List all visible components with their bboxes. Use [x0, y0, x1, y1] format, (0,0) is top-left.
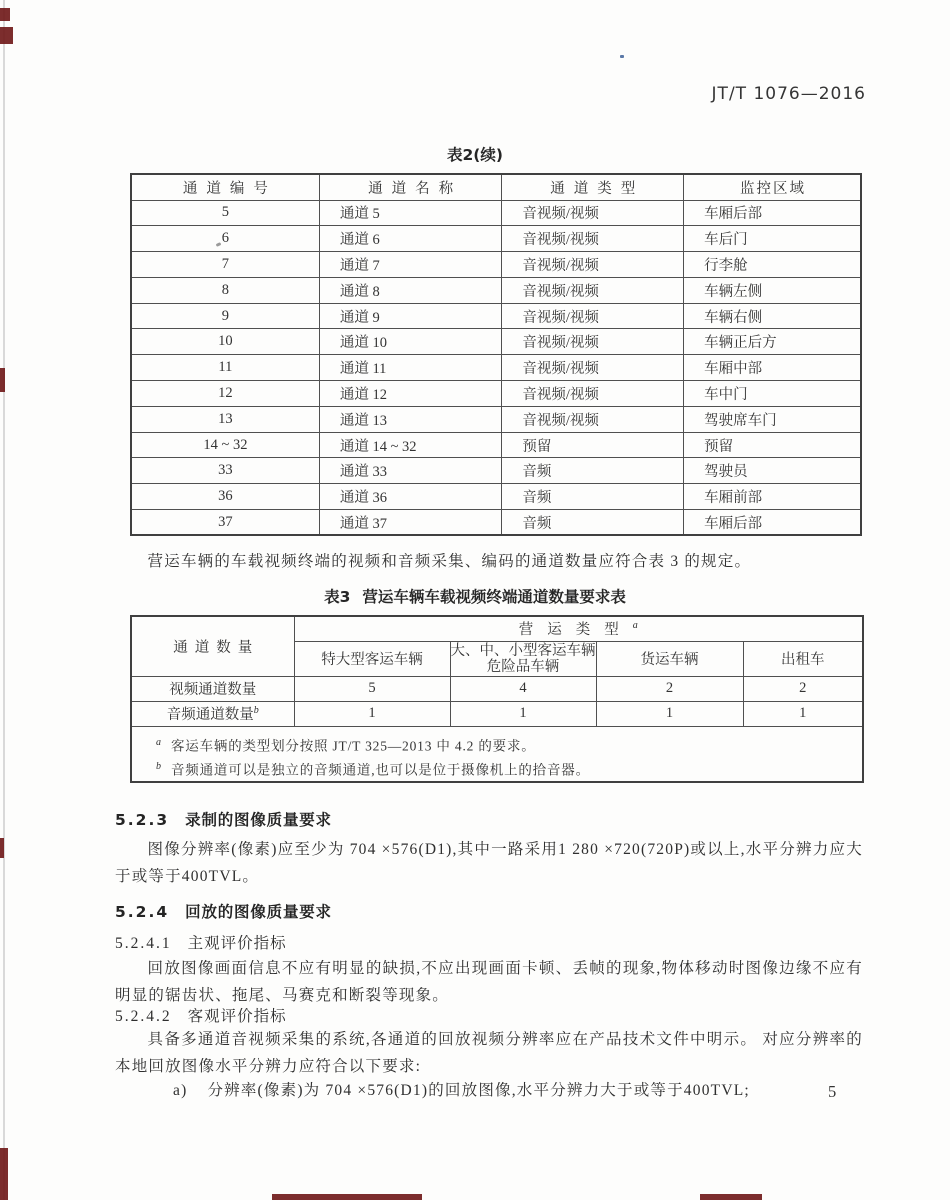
cell: 音视频/视频 [502, 303, 684, 329]
cell: 通道 10 [319, 329, 502, 355]
table-row [131, 458, 861, 484]
cell: 通道 37 [319, 510, 502, 536]
cell: 车厢前部 [684, 484, 861, 510]
group-header-operation-type: 营运类型$^a$ [294, 616, 863, 641]
cell: 9 [131, 303, 319, 329]
table3-caption-text: 营运车辆车载视频终端通道数量要求表 [362, 588, 626, 606]
standard-number: JT/T 1076—2016 [711, 84, 866, 104]
scan-artifact-left-mid-2 [0, 838, 4, 858]
scan-artifact-bottom-left [0, 1148, 8, 1200]
list-item-a-text: 分辨率(像素)为 704 ×576(D1)的回放图像,水平分辨力大于或等于400TVL; [207, 1082, 750, 1099]
cell: 音频 [502, 458, 684, 484]
scan-speck [620, 55, 624, 58]
cell: 行李舱 [684, 252, 861, 278]
footnote-marker-b: b [253, 705, 259, 717]
cell: 音频 [502, 510, 684, 536]
cell: 车辆正后方 [684, 329, 861, 355]
cell: 车辆左侧 [684, 277, 861, 303]
cell: 11 [131, 355, 319, 381]
cell: 通道 9 [319, 303, 502, 329]
list-item-a-marker: a) [173, 1082, 188, 1099]
table2-header-row [131, 174, 861, 200]
table-row [131, 303, 861, 329]
cell: 通道 33 [319, 458, 502, 484]
table-row [131, 226, 861, 252]
cell: 音视频/视频 [502, 277, 684, 303]
table-row [131, 329, 861, 355]
section-heading-5-2-3: 5.2.3 录制的图像质量要求 [115, 811, 332, 829]
cell: 通道 8 [319, 277, 502, 303]
table-row [131, 355, 861, 381]
cell: 音视频/视频 [502, 226, 684, 252]
cell: 8 [131, 277, 319, 303]
table-row [131, 484, 861, 510]
section-heading-5-2-4: 5.2.4 回放的图像质量要求 [115, 903, 332, 921]
cell: 预留 [502, 432, 684, 458]
cell: 通道 7 [319, 252, 502, 278]
cell: 1 [596, 701, 743, 726]
cell: 通道 12 [319, 381, 502, 407]
scan-artifact-left-mid-1 [0, 368, 5, 392]
cell: 驾驶席车门 [684, 406, 861, 432]
cell: 驾驶员 [684, 458, 861, 484]
footnote-a: $^a$ 客运车辆的类型划分按照 JT/T 325—2013 中 4.2 的要求。 [156, 736, 536, 753]
cell: 6 [131, 226, 319, 252]
cell: 7 [131, 252, 319, 278]
cell: 车厢后部 [684, 510, 861, 536]
cell: 4 [450, 676, 596, 701]
cell: 1 [450, 701, 596, 726]
column-header-freight: 货运车辆 [596, 641, 743, 676]
cell: 车中门 [684, 381, 861, 407]
row-header-channel-quantity: 通道数量 [131, 616, 294, 676]
cell: 10 [131, 329, 319, 355]
scan-artifact-top-left-1 [0, 8, 10, 21]
cell: 音视频/视频 [502, 252, 684, 278]
table-row [131, 381, 861, 407]
cell: 12 [131, 381, 319, 407]
scan-artifact-bottom-dash-1 [272, 1194, 422, 1200]
cell: 5 [131, 200, 319, 226]
table3-group-header-row [131, 616, 863, 641]
scan-artifact-bottom-dash-2 [700, 1194, 762, 1200]
paragraph-table3-intro: 营运车辆的车载视频终端的视频和音频采集、编码的通道数量应符合表 3 的规定。 [147, 553, 752, 570]
cell-label: 音频通道数量$^b$ [131, 701, 294, 726]
cell-label: 视频通道数量 [131, 676, 294, 701]
cell: 车厢中部 [684, 355, 861, 381]
table-row [131, 200, 861, 226]
list-item-a [115, 1078, 863, 1100]
column-header-extra-large-passenger: 特大型客运车辆 [294, 641, 450, 676]
table-row [131, 277, 861, 303]
cell: 37 [131, 510, 319, 536]
section-heading-5-2-4-1: 5.2.4.1 主观评价指标 [115, 935, 287, 952]
scan-artifact-top-left-2 [0, 27, 13, 44]
table3-caption-number: 表3 [324, 588, 351, 606]
table2-channel-list [130, 173, 862, 536]
footnote-b: $^b$ 音频通道可以是独立的音频通道,也可以是位于摄像机上的拾音器。 [156, 761, 590, 778]
table2-caption: 表2(续) [447, 146, 503, 164]
cell: 车辆右侧 [684, 303, 861, 329]
table-row [131, 432, 861, 458]
table-row-audio-channels [131, 701, 863, 726]
cell: 通道 13 [319, 406, 502, 432]
cell: 音频 [502, 484, 684, 510]
column-header-monitor-area: 监控区域 [684, 174, 861, 200]
section-heading-5-2-4-2: 5.2.4.2 客观评价指标 [115, 1008, 287, 1025]
cell: 音视频/视频 [502, 200, 684, 226]
cell: 36 [131, 484, 319, 510]
column-header-taxi: 出租车 [743, 641, 863, 676]
cell: 1 [294, 701, 450, 726]
cell: 通道 6 [319, 226, 502, 252]
footnote-marker-a: a [632, 620, 638, 632]
column-header-passenger-dangerous: 大、中、小型客运车辆 危险品车辆 [450, 642, 596, 675]
cell: 通道 5 [319, 200, 502, 226]
cell: 14 ~ 32 [131, 432, 319, 458]
cell: 2 [596, 676, 743, 701]
table-row [131, 252, 861, 278]
cell: 音视频/视频 [502, 406, 684, 432]
table-row [131, 406, 861, 432]
column-header-channel-name: 通道名称 [319, 174, 502, 200]
table3-footnotes [131, 726, 863, 782]
column-header-channel-type: 通道类型 [502, 174, 684, 200]
paragraph-5-2-4-2: 具备多通道音视频采集的系统,各通道的回放视频分辨率应在产品技术文件中明示。 对应分辨率的本地回放图像水平分辨力应符合以下要求: [115, 1031, 863, 1075]
table3-channel-quantity [130, 615, 864, 783]
cell: 2 [743, 676, 863, 701]
table3-caption [0, 585, 950, 607]
cell: 预留 [684, 432, 861, 458]
cell: 车后门 [684, 226, 861, 252]
table-row-video-channels [131, 676, 863, 701]
cell: 33 [131, 458, 319, 484]
cell: 车厢后部 [684, 200, 861, 226]
table-row [131, 510, 861, 536]
cell: 1 [743, 701, 863, 726]
cell: 音视频/视频 [502, 381, 684, 407]
cell: 通道 36 [319, 484, 502, 510]
cell: 音视频/视频 [502, 329, 684, 355]
table3-footnote-row [131, 726, 863, 782]
cell: 音视频/视频 [502, 355, 684, 381]
paragraph-5-2-3: 图像分辨率(像素)应至少为 704 ×576(D1),其中一路采用1 280 ×720(720P)或以上,水平分辨力应大于或等于400TVL。 [115, 841, 863, 885]
cell: 通道 11 [319, 355, 502, 381]
paragraph-5-2-4-1: 回放图像画面信息不应有明显的缺损,不应出现画面卡顿、丢帧的现象,物体移动时图像边缘不应有明显的锯齿状、拖尾、马赛克和断裂等现象。 [115, 960, 863, 1004]
column-header-channel-number: 通道编号 [131, 174, 319, 200]
cell: 13 [131, 406, 319, 432]
page-number: 5 [828, 1082, 837, 1101]
cell: 通道 14 ~ 32 [319, 432, 502, 458]
cell: 5 [294, 676, 450, 701]
